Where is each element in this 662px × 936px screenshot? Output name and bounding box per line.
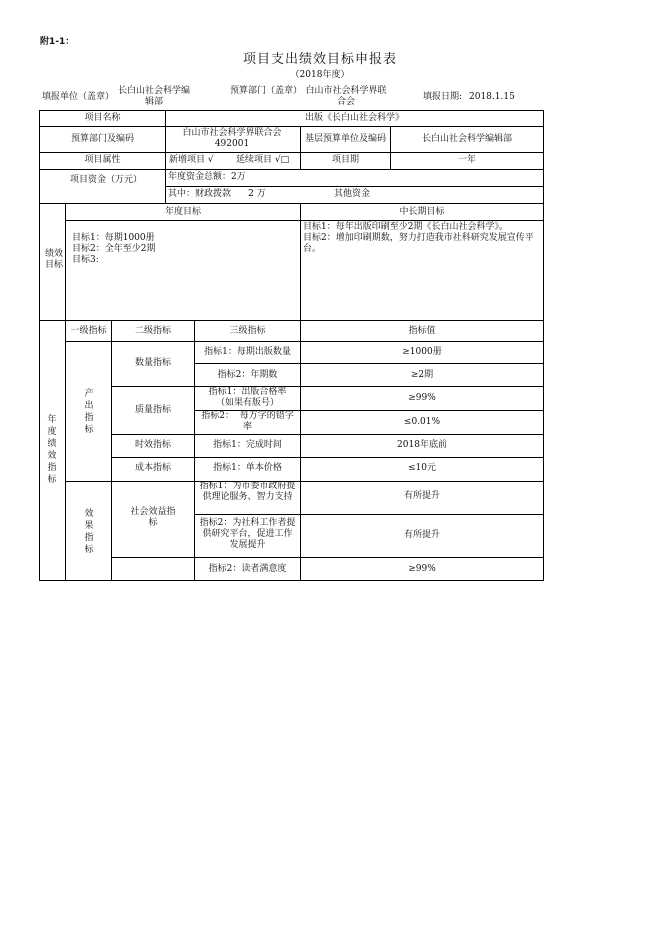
indicator-value: ≤0.01% bbox=[403, 417, 441, 427]
indicator-name: 指标1：出版合格率（如果有版号） bbox=[208, 387, 287, 408]
annual-goal-header: 年度目标 bbox=[164, 207, 201, 217]
indicator-value: ≥2期 bbox=[410, 370, 434, 380]
page-title: 项目支出绩效目标申报表 bbox=[242, 52, 397, 67]
indicator-value: 有所提升 bbox=[403, 530, 440, 540]
indicator-value: ≥99% bbox=[408, 564, 436, 574]
indicator-value: 2018年底前 bbox=[397, 440, 447, 450]
annual-goal-1: 目标1：每期1000册 bbox=[72, 233, 155, 243]
indicator-name: 指标1：为市委市政府提供理论服务、智力支持 bbox=[199, 481, 296, 502]
indicator-name: 指标1：每期出版数量 bbox=[204, 347, 291, 357]
indicator-value: ≤10元 bbox=[408, 463, 436, 473]
attribute-continued: 延续项目 √□ bbox=[236, 155, 290, 165]
social-benefit-indicator-label: 社会效益指标 bbox=[130, 507, 176, 528]
budget-dept-value: 白山市社会科学界联合会 bbox=[305, 86, 387, 107]
project-funds-label: 项目资金（万元） bbox=[70, 175, 143, 185]
col-level1-header: 一级指标 bbox=[70, 326, 107, 336]
budget-dept-code-label: 预算部门及编码 bbox=[70, 134, 134, 144]
project-name-label: 项目名称 bbox=[84, 113, 121, 123]
indicator-name: 指标1：完成时间 bbox=[213, 440, 282, 450]
project-name-value: 出版《长白山社会科学》 bbox=[304, 113, 404, 123]
output-indicators-label: 产出指标 bbox=[84, 389, 94, 435]
year-label: （2018年度） bbox=[290, 70, 350, 80]
budget-dept-label: 预算部门（盖章） bbox=[230, 86, 303, 96]
project-period-value: 一年 bbox=[457, 155, 476, 165]
quantity-indicator-label: 数量指标 bbox=[134, 358, 171, 368]
attachment-label: 附1-1： bbox=[40, 37, 75, 47]
cost-indicator-label: 成本指标 bbox=[134, 463, 171, 473]
annual-goal-2: 目标2：全年至少2期 bbox=[72, 244, 156, 254]
indicator-value: 有所提升 bbox=[403, 491, 440, 501]
project-attribute-label: 项目属性 bbox=[84, 155, 121, 165]
col-value-header: 指标值 bbox=[408, 326, 436, 336]
fill-date-label: 填报日期: bbox=[423, 92, 463, 102]
indicator-name: 指标2：读者满意度 bbox=[208, 564, 287, 574]
indicator-name: 指标2：为社科工作者提供研究平台，促进工作发展提升 bbox=[199, 518, 296, 550]
annual-indicators-label: 年度绩效指标 bbox=[47, 415, 57, 485]
col-level3-header: 三级指标 bbox=[229, 326, 266, 336]
budget-dept-code-value: 白山市社会科学界联合会 492001 bbox=[182, 128, 282, 149]
quality-indicator-label: 质量指标 bbox=[134, 405, 171, 415]
col-level2-header: 二级指标 bbox=[134, 326, 171, 336]
indicator-name: 指标2： 每万字的错字率 bbox=[201, 411, 294, 432]
grassroots-unit-value: 长白山社会科学编辑部 bbox=[421, 134, 512, 144]
longterm-goal-header: 中长期目标 bbox=[399, 207, 445, 217]
longterm-goal-2: 目标2：增加印刷期数，努力打造我市社科研究发展宣传平台。 bbox=[303, 233, 534, 254]
fill-unit-label: 填报单位（盖章） bbox=[42, 92, 115, 102]
attribute-new: 新增项目 √ bbox=[169, 155, 214, 165]
perf-goals-label: 绩效目标 bbox=[45, 249, 64, 270]
funds-total: 年度资金总额：2万 bbox=[168, 172, 246, 182]
timeliness-indicator-label: 时效指标 bbox=[134, 440, 171, 450]
indicator-value: ≥1000册 bbox=[402, 347, 442, 357]
fill-unit-value: 长白山社会科学编辑部 bbox=[117, 86, 190, 107]
annual-goal-3: 目标3: bbox=[72, 255, 99, 265]
indicator-name: 指标2：年期数 bbox=[217, 370, 278, 380]
funds-other: 其他资金 bbox=[334, 189, 371, 199]
project-period-label: 项目期 bbox=[331, 155, 359, 165]
grassroots-unit-label: 基层预算单位及编码 bbox=[304, 134, 386, 144]
effect-indicators-label: 效果指标 bbox=[84, 509, 94, 555]
funds-fiscal: 其中：财政拨款 2 万 bbox=[168, 189, 266, 199]
indicator-name: 指标1：单本价格 bbox=[213, 463, 282, 473]
fill-date-value: 2018.1.15 bbox=[469, 92, 515, 102]
longterm-goal-1: 目标1：每年出版印刷至少2期《长白山社会科学》。 bbox=[303, 222, 508, 232]
indicator-value: ≥99% bbox=[408, 393, 436, 403]
